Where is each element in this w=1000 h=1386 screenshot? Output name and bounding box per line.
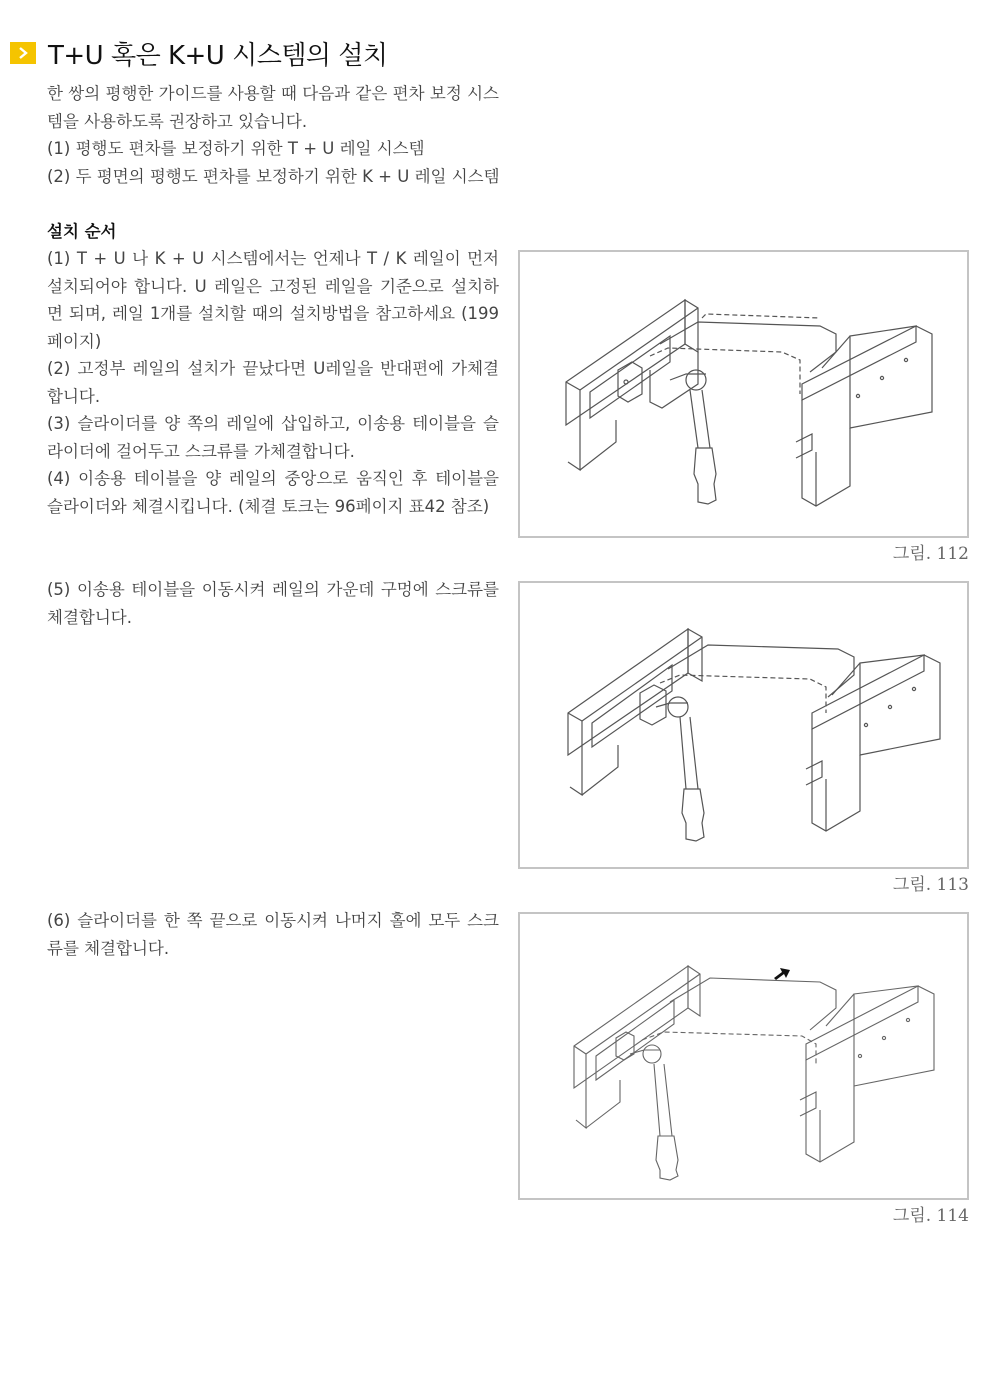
step-6-text [47, 907, 499, 962]
figure-114 [518, 912, 969, 1200]
step-2: (2) 고정부 레일의 설치가 끝났다면 U레일을 반대편에 가체결합니다. [47, 359, 499, 406]
rail-assembly-illustration [520, 914, 967, 1198]
intro-paragraph: 한 쌍의 평행한 가이드를 사용할 때 다음과 같은 편차 보정 시스템을 사용하도록 권장하고 있습니다. [47, 84, 499, 131]
rail-assembly-illustration [520, 252, 967, 536]
chevron-right-icon [10, 42, 36, 64]
procedure-heading: 설치 순서 [47, 222, 117, 241]
direction-arrow-icon [774, 968, 790, 980]
figure-caption-112: 그림. 112 [892, 544, 969, 564]
step-3: (3) 슬라이더를 양 쪽의 레일에 삽입하고, 이송용 테이블을 슬라이더에 걸어두고 스크류를 가체결합니다. [47, 414, 499, 461]
intro-item-1: (1) 평행도 편차를 보정하기 위한 T + U 레일 시스템 [47, 139, 425, 158]
section-heading [10, 36, 388, 70]
step-4: (4) 이송용 테이블을 양 레일의 중앙으로 움직인 후 테이블을 슬라이더와 체결시킵니다. (체결 토크는 96페이지 표42 참조) [47, 469, 499, 516]
step-6: (6) 슬라이더를 한 쪽 끝으로 이동시켜 나머지 홀에 모두 스크류를 체결합니다. [47, 911, 499, 958]
figure-caption-114: 그림. 114 [892, 1206, 969, 1226]
step-1: (1) T + U 나 K + U 시스템에서는 언제나 T / K 레일이 먼저 설치되어야 합니다. U 레일은 고정된 레일을 기준으로 설치하면 되며, 레일 1개를 설치할 때의 설치방법을 참고하세요 (199 페이지) [47, 249, 499, 351]
intro-text [47, 80, 499, 190]
step-5-text [47, 576, 499, 631]
rail-assembly-illustration [520, 583, 967, 867]
figure-113 [518, 581, 969, 869]
step-5: (5) 이송용 테이블을 이동시켜 레일의 가운데 구멍에 스크류를 체결합니다. [47, 580, 499, 627]
page-title: T+U 혹은 K+U 시스템의 설치 [48, 40, 388, 71]
steps-1-4 [47, 245, 499, 520]
figure-caption-113: 그림. 113 [892, 875, 969, 895]
figure-112 [518, 250, 969, 538]
intro-item-2: (2) 두 평면의 평행도 편차를 보정하기 위한 K + U 레일 시스템 [47, 166, 500, 186]
